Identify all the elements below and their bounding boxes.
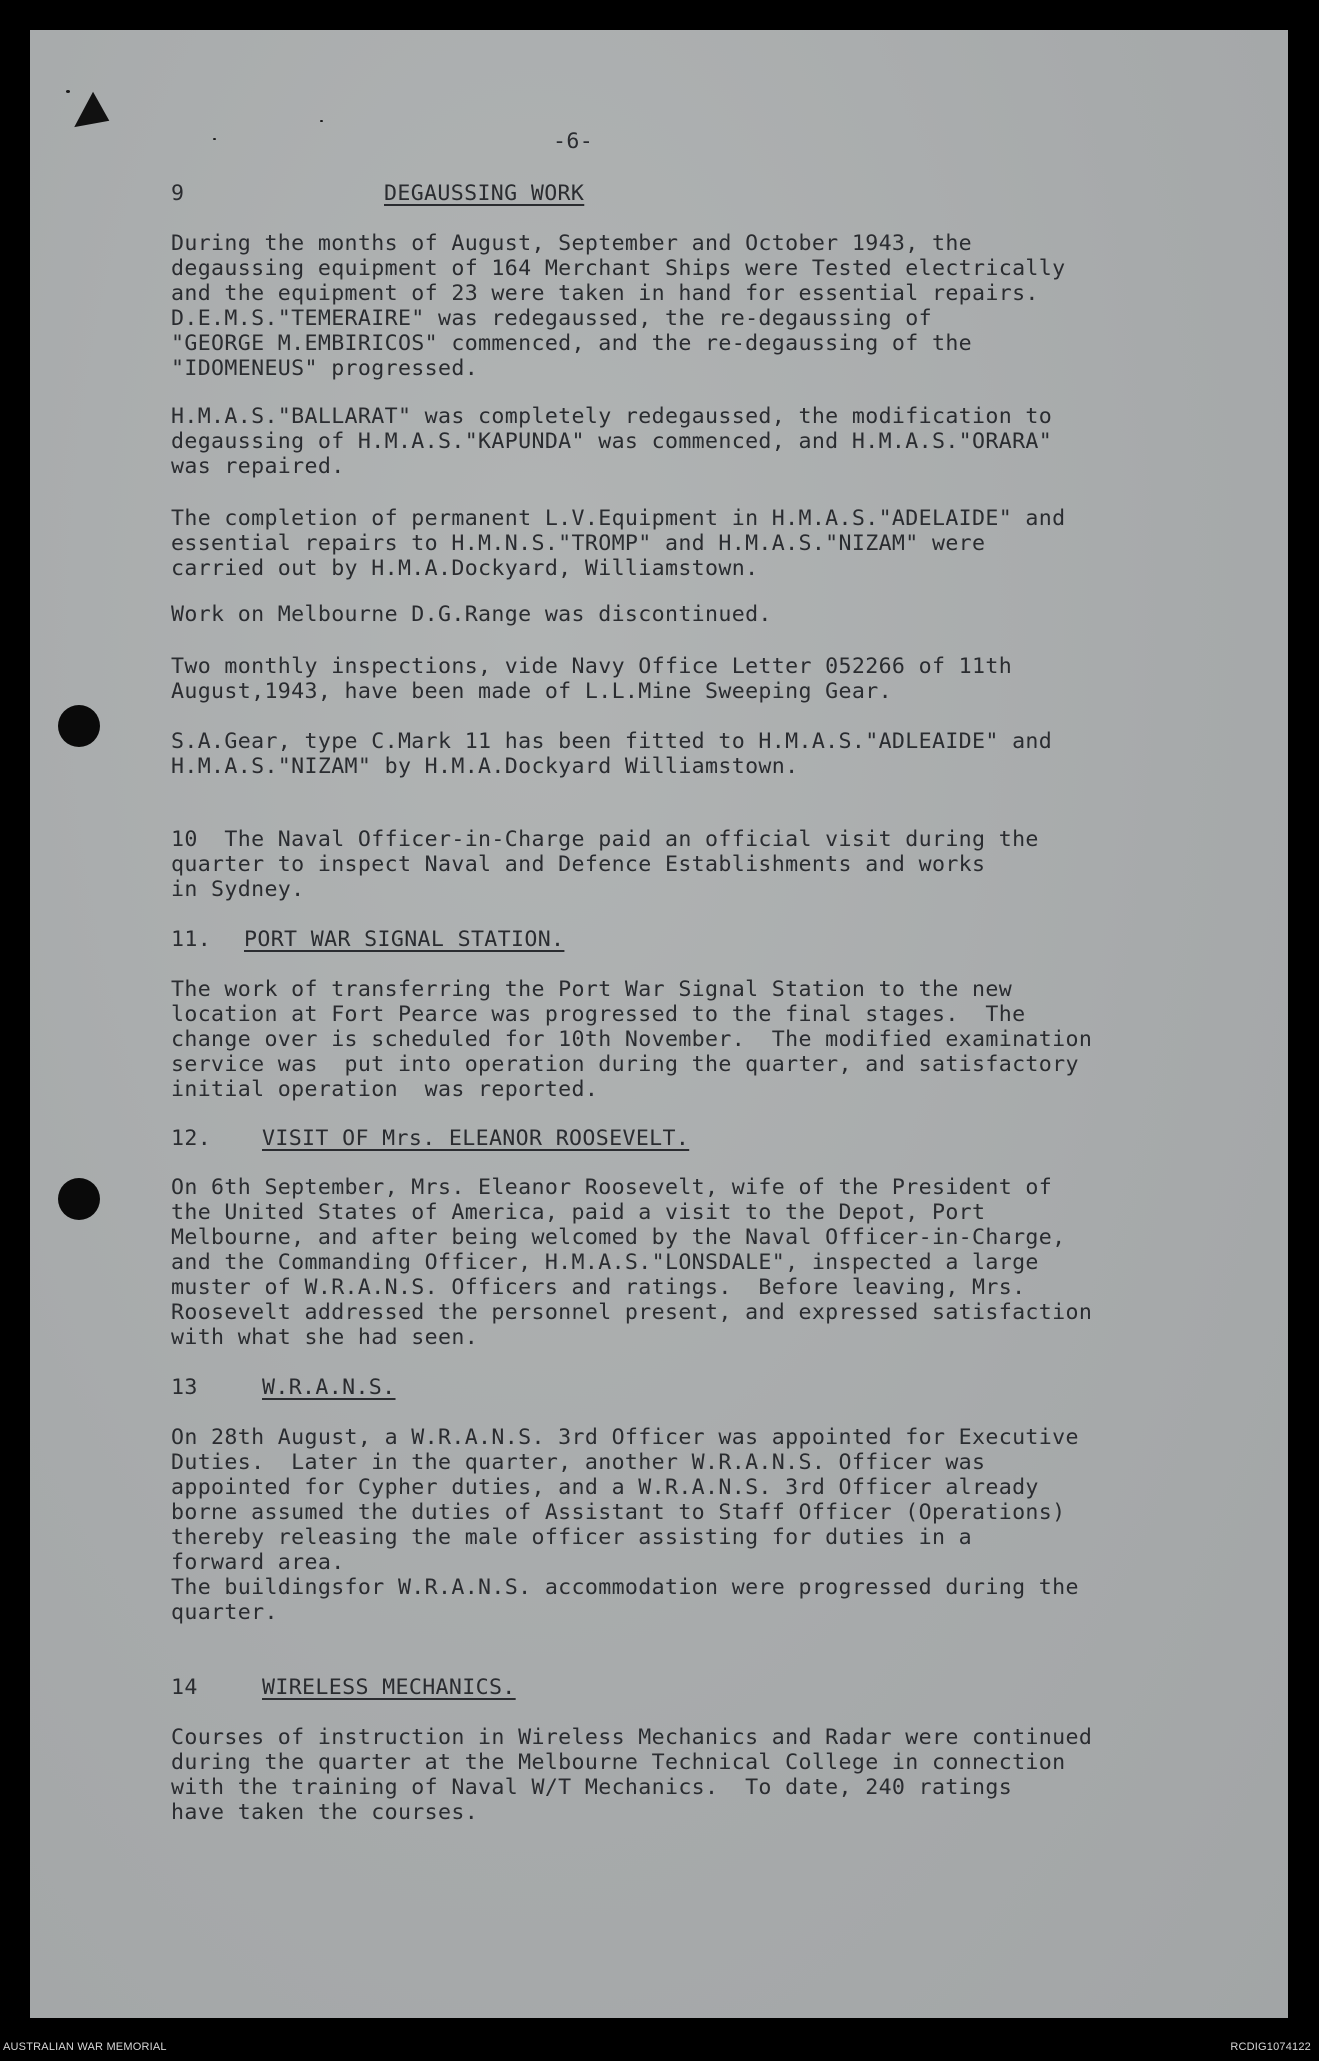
section-12-line: Melbourne, and after being welcomed by the Naval Officer-in-Charge, [171, 1225, 1066, 1250]
section-9-line: H.M.A.S."BALLARAT" was completely redegaussed, the modification to [171, 404, 1053, 429]
section-12-number: 12. [171, 1126, 212, 1151]
section-13-line: The buildingsfor W.R.A.N.S. accommodation were progressed during the [171, 1575, 1079, 1600]
section-13-line: thereby releasing the male officer assisting for duties in a [171, 1525, 973, 1550]
section-13-line: On 28th August, a W.R.A.N.S. 3rd Officer was appointed for Executive [171, 1425, 1079, 1450]
section-9-line: essential repairs to H.M.N.S."TROMP" and H.M.A.S."NIZAM" were [171, 531, 986, 556]
section-10-line: in Sydney. [171, 877, 305, 902]
section-14-line: Courses of instruction in Wireless Mechanics and Radar were continued [171, 1725, 1093, 1750]
section-11-line: location at Fort Pearce was progressed to the final stages. The [171, 1002, 1026, 1027]
section-13-line: appointed for Cypher duties, and a W.R.A.N.S. 3rd Officer already [171, 1475, 1039, 1500]
section-14-line: have taken the courses. [171, 1800, 479, 1825]
section-10-line: 10 The Naval Officer-in-Charge paid an official visit during the [171, 827, 1039, 852]
section-12-line: and the Commanding Officer, H.M.A.S."LONSDALE", inspected a large [171, 1250, 1039, 1275]
section-14-line: during the quarter at the Melbourne Technical College in connection [171, 1750, 1066, 1775]
section-13-number: 13 [171, 1375, 198, 1400]
section-13-line: Duties. Later in the quarter, another W.R.A.N.S. Officer was [171, 1450, 986, 1475]
section-12-heading: VISIT OF Mrs. ELEANOR ROOSEVELT. [262, 1126, 690, 1151]
section-12-line: with what she had seen. [171, 1325, 479, 1350]
section-11-line: initial operation was reported. [171, 1077, 599, 1102]
section-9-line: Two monthly inspections, vide Navy Office Letter 052266 of 11th [171, 654, 1013, 679]
section-12-line: Roosevelt addressed the personnel present, and expressed satisfaction [171, 1300, 1093, 1325]
section-12-line: the United States of America, paid a visit to the Depot, Port [171, 1200, 986, 1225]
punch-hole [58, 705, 100, 747]
section-9-line: degaussing of H.M.A.S."KAPUNDA" was commenced, and H.M.A.S."ORARA" [171, 429, 1053, 454]
punch-hole [58, 1178, 100, 1220]
section-9-number: 9 [171, 181, 185, 206]
section-9-line: degaussing equipment of 164 Merchant Ships were Tested electrically [171, 256, 1066, 281]
typed-text-body [171, 0, 1231, 1825]
section-12-line: muster of W.R.A.N.S. Officers and ratings. Before leaving, Mrs. [171, 1275, 1026, 1300]
section-10-line: quarter to inspect Naval and Defence Establishments and works [171, 852, 986, 877]
section-9-line: was repaired. [171, 454, 345, 479]
section-13-line: quarter. [171, 1600, 278, 1625]
section-9-line: "GEORGE M.EMBIRICOS" commenced, and the re-degaussing of the [171, 331, 973, 356]
archive-id: RCDIG1074122 [1230, 2041, 1311, 2053]
section-14-line: with the training of Naval W/T Mechanics. To date, 240 ratings [171, 1775, 1013, 1800]
section-9-line: August,1943, have been made of L.L.Mine Sweeping Gear. [171, 679, 892, 704]
section-11-line: service was put into operation during the quarter, and satisfactory [171, 1052, 1079, 1077]
section-12-line: On 6th September, Mrs. Eleanor Roosevelt, wife of the President of [171, 1175, 1053, 1200]
section-13-line: forward area. [171, 1550, 345, 1575]
section-9-line: "IDOMENEUS" progressed. [171, 356, 479, 381]
section-9-line: D.E.M.S."TEMERAIRE" was redegaussed, the re-degaussing of [171, 306, 932, 331]
section-11-line: change over is scheduled for 10th November. The modified examination [171, 1027, 1093, 1052]
archive-credit: AUSTRALIAN WAR MEMORIAL [3, 2041, 167, 2053]
section-11-line: The work of transferring the Port War Signal Station to the new [171, 977, 1013, 1002]
section-9-line: S.A.Gear, type C.Mark 11 has been fitted to H.M.A.S."ADLEAIDE" and [171, 729, 1053, 754]
section-14-number: 14 [171, 1675, 198, 1700]
section-9-line: Work on Melbourne D.G.Range was discontinued. [171, 602, 772, 627]
ink-speck [66, 90, 70, 93]
section-13-heading: W.R.A.N.S. [262, 1375, 396, 1400]
section-14-heading: WIRELESS MECHANICS. [262, 1675, 516, 1700]
page-number: -6- [553, 129, 594, 154]
section-11-number: 11. [171, 927, 212, 952]
section-13-line: borne assumed the duties of Assistant to Staff Officer (Operations) [171, 1500, 1066, 1525]
section-9-line: and the equipment of 23 were taken in hand for essential repairs. [171, 281, 1039, 306]
section-9-line: H.M.A.S."NIZAM" by H.M.A.Dockyard Williamstown. [171, 754, 799, 779]
section-9-heading: DEGAUSSING WORK [384, 181, 585, 206]
section-9-line: During the months of August, September and October 1943, the [171, 231, 973, 256]
section-9-line: The completion of permanent L.V.Equipment in H.M.A.S."ADELAIDE" and [171, 506, 1066, 531]
section-11-heading: PORT WAR SIGNAL STATION. [244, 927, 565, 952]
section-9-line: carried out by H.M.A.Dockyard, Williamstown. [171, 556, 759, 581]
